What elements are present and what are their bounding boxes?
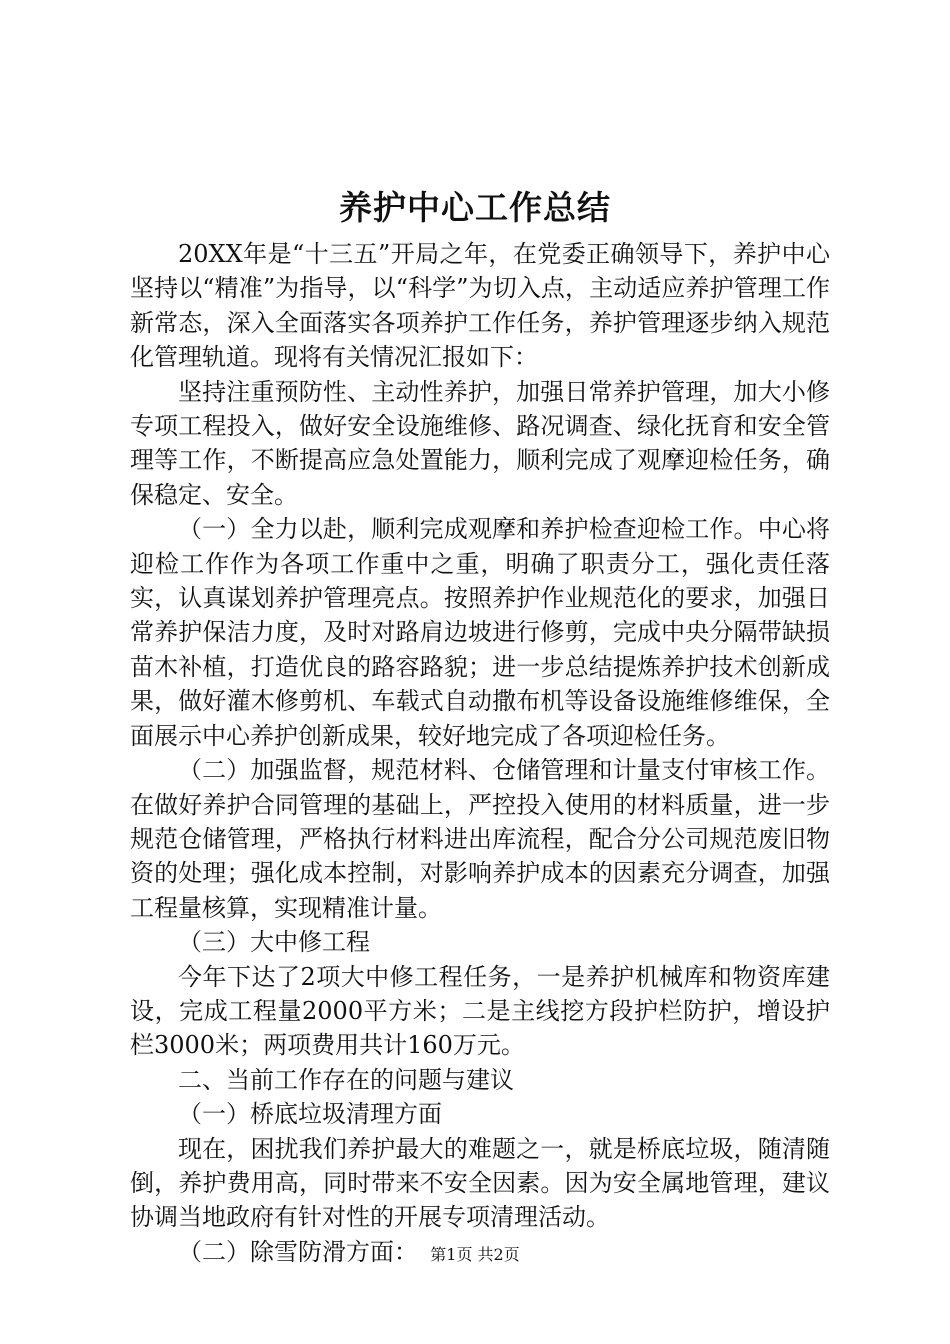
paragraph-problem-1: 现在，困扰我们养护最大的难题之一，就是桥底垃圾，随清随倒，养护费用高，同时带来不安全因素。因为安全属地管理，建议协调当地政府有针对性的开展专项清理活动。 [130,1134,830,1232]
paragraph-section-1: （一）全力以赴，顺利完成观摩和养护检查迎检工作。中心将迎检工作作为各项工作重中之重，明确了职责分工，强化责任落实，认真谋划养护管理亮点。按照养护作业规范化的要求，加强日常养护保洁力度，及时对路肩边坡进行修剪，完成中央分隔带缺损苗木补植，打造优良的路容路貌；进一步总结提炼养护技术创新成果，做好灌木修剪机、车载式自动撒布机等设备设施维修维保，全面展示中心养护创新成果，较好地完成了各项迎检任务。 [130,515,830,750]
heading-problem-2: （二）除雪防滑方面： [178,1237,418,1266]
document-title: 养护中心工作总结 [339,188,611,227]
heading-section-3: （三）大中修工程 [178,928,370,957]
heading-problems: 二、当前工作存在的问题与建议 [178,1065,514,1094]
page-footer: 第1页 共2页 [430,1245,520,1264]
document-body [130,237,830,1269]
paragraph-summary: 坚持注重预防性、主动性养护，加强日常养护管理，加大小修专项工程投入，做好安全设施维修、路况调查、绿化抚育和安全管理等工作，不断提高应急处置能力，顺利完成了观摩迎检任务，确保稳定、安全。 [130,377,830,509]
paragraph-section-3: 今年下达了2项大中修工程任务，一是养护机械库和物资库建设，完成工程量2000平方米；二是主线挖方段护栏防护，增设护栏3000米；两项费用共计160万元。 [130,962,830,1060]
paragraph-section-2: （二）加强监督，规范材料、仓储管理和计量支付审核工作。在做好养护合同管理的基础上，严控投入使用的材料质量，进一步规范仓储管理，严格执行材料进出库流程，配合分公司规范废旧物资的处理；强化成本控制，对影响养护成本的因素充分调查，加强工程量核算，实现精准计量。 [130,756,830,922]
paragraph-intro: 20XX年是“十三五”开局之年，在党委正确领导下，养护中心坚持以“精准”为指导，以“科学”为切入点，主动适应养护管理工作新常态，深入全面落实各项养护工作任务，养护管理逐步纳入规范化管理轨道。现将有关情况汇报如下： [130,240,830,372]
heading-problem-1: （一）桥底垃圾清理方面 [178,1100,442,1129]
